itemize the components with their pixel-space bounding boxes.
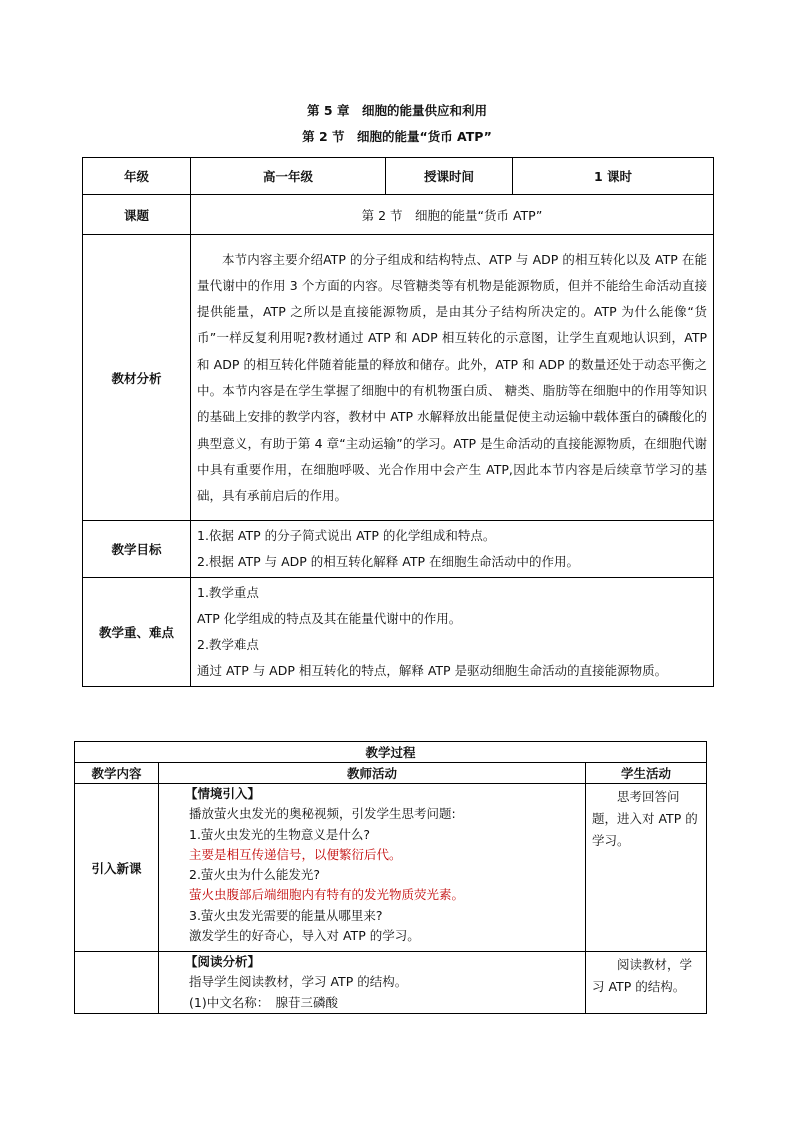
teacher-line: 播放萤火虫发光的奥秘视频，引发学生思考问题:: [189, 806, 456, 822]
teacher-activity-reading: [159, 952, 586, 1014]
keypoints-label: 教学重、难点: [83, 578, 191, 687]
goals-row: [83, 521, 714, 578]
stage-reading: [75, 952, 159, 1014]
teacher-line: 萤火虫腹部后端细胞内有特有的发光物质荧光素。: [189, 887, 465, 903]
goals-label: 教学目标: [83, 521, 191, 578]
teacher-line: 主要是相互传递信号，以便繁衍后代。: [189, 846, 402, 862]
topic-row: [83, 195, 714, 235]
keypoints-row: [83, 578, 714, 687]
keypoint-heading-1: 1.教学重点: [197, 585, 259, 600]
teacher-line: 指导学生阅读教材，学习 ATP 的结构。: [189, 974, 408, 990]
student-activity-intro: 思考回答问题，进入对 ATP 的学习。: [586, 784, 707, 952]
process-title: 教学过程: [75, 742, 707, 763]
col-header-teacher: 教师活动: [159, 763, 586, 784]
col-header-content: 教学内容: [75, 763, 159, 784]
teacher-activity-intro: [159, 784, 586, 952]
goals-cell: [191, 521, 714, 578]
teacher-line: (1)中文名称： 腺苷三磷酸: [189, 994, 338, 1010]
grade-label: 年级: [83, 158, 191, 195]
analysis-cell: [191, 235, 714, 521]
teaching-process-table: [74, 741, 707, 1014]
goal-item-1: 1.依据 ATP 的分子简式说出 ATP 的化学组成和特点。: [197, 528, 496, 543]
grade-value: 高一年级: [191, 158, 386, 195]
chapter-title: 第 5 章 细胞的能量供应和利用: [307, 103, 487, 118]
stage-intro: 引入新课: [75, 784, 159, 952]
analysis-label: 教材分析: [83, 235, 191, 521]
teacher-line: 1.萤火虫发光的生物意义是什么?: [189, 826, 371, 842]
process-title-row: [75, 742, 707, 763]
topic-value: 第 2 节 细胞的能量“货币 ATP”: [191, 195, 714, 235]
goal-item-2: 2.根据 ATP 与 ADP 的相互转化解释 ATP 在细胞生命活动中的作用。: [197, 554, 579, 569]
teacher-line: 3.萤火虫发光需要的能量从哪里来?: [189, 907, 383, 923]
time-value: 1 课时: [513, 158, 714, 195]
section-title: 第 2 节 细胞的能量“货币 ATP”: [302, 129, 492, 144]
teacher-line: 【阅读分析】: [185, 954, 261, 969]
lesson-info-table: [82, 157, 714, 687]
analysis-row: [83, 235, 714, 521]
time-label: 授课时间: [386, 158, 513, 195]
process-row-reading: [75, 952, 707, 1014]
keypoint-text-2: 通过 ATP 与 ADP 相互转化的特点，解释 ATP 是驱动细胞生命活动的直接能源物质。: [197, 663, 668, 678]
teacher-line: 2.萤火虫为什么能发光?: [189, 867, 321, 883]
keypoint-heading-2: 2.教学难点: [197, 637, 259, 652]
grade-row: [83, 158, 714, 195]
teacher-line: 激发学生的好奇心，导入对 ATP 的学习。: [189, 928, 420, 944]
process-row-intro: [75, 784, 707, 952]
analysis-text: 本节内容主要介绍ATP 的分子组成和结构特点、ATP 与 ADP 的相互转化以及 ATP 在能量代谢中的作用 3 个方面的内容。尽管糖类等有机物是能源物质，但并不能给生命活动直接提供能量，ATP 之所以是直接能源物质，是由其分子结构所决定的。ATP 为什么能像“货币”一样反复利用呢?教材通过 ATP 和 ADP 相互转化的示意图，让学生直观地认识到，ATP 和 ADP 的相互转化伴随着能量的释放和储存。此外，ATP 和 ADP 的数量还处于动态平衡之中。本节内容是在学生掌握了细胞中的有机物蛋白质、 糖类、脂肪等在细胞中的作用等知识的基础上安排的教学内容，教材中 ATP 水解释放出能量促使主动运输中载体蛋白的磷酸化的典型意义，有助于第 4 章“主动运输”的学习。ATP 是生命活动的直接能源物质，在细胞代谢中具有重要作用，在细胞呼吸、光合作用中会产生 ATP,因此本节内容是后续章节学习的基础，具有承前启后的作用。: [197, 251, 707, 504]
teacher-line: 【情境引入】: [185, 786, 261, 801]
student-activity-reading: 阅读教材，学习 ATP 的结构。: [586, 952, 707, 1014]
keypoints-cell: [191, 578, 714, 687]
topic-label: 课题: [83, 195, 191, 235]
col-header-student: 学生活动: [586, 763, 707, 784]
keypoint-text-1: ATP 化学组成的特点及其在能量代谢中的作用。: [197, 611, 462, 626]
process-header-row: [75, 763, 707, 784]
